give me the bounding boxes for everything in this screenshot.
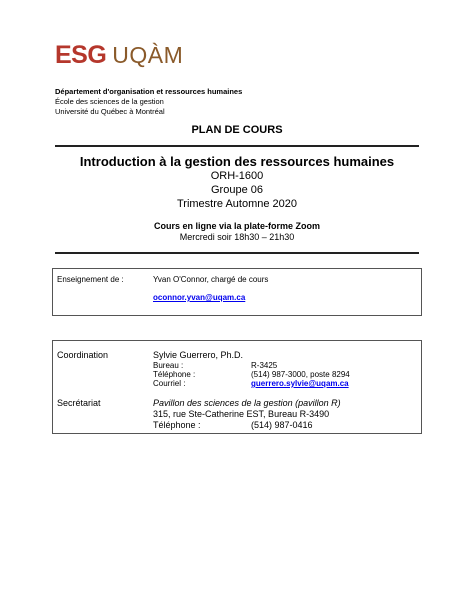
secretariat-phone-label: Téléphone : bbox=[153, 420, 201, 430]
coord-phone-label: Téléphone : bbox=[153, 370, 196, 379]
coordinator-name: Sylvie Guerrero, Ph.D. bbox=[153, 350, 244, 360]
department-name: Département d'organisation et ressources humaines bbox=[55, 87, 243, 96]
university-name: Université du Québec à Montréal bbox=[55, 107, 165, 116]
divider-top bbox=[55, 145, 419, 147]
secretariat-label: Secrétariat bbox=[57, 398, 101, 408]
office-label: Bureau : bbox=[153, 361, 184, 370]
coord-email-link[interactable]: guerrero.sylvie@uqam.ca bbox=[251, 379, 349, 388]
coord-email-label: Courriel : bbox=[153, 379, 186, 388]
course-code: ORH-1600 bbox=[210, 170, 264, 182]
logo-esg-text: ESG bbox=[55, 41, 107, 69]
teaching-label: Enseignement de : bbox=[57, 275, 124, 284]
divider-bottom bbox=[55, 252, 419, 254]
school-name: École des sciences de la gestion bbox=[55, 97, 164, 106]
teacher-email-link[interactable]: oconnor.yvan@uqam.ca bbox=[153, 293, 246, 302]
secretariat-building: Pavillon des sciences de la gestion (pavillon R) bbox=[153, 398, 341, 408]
coord-phone-value: (514) 987-3000, poste 8294 bbox=[251, 370, 350, 379]
course-title: Introduction à la gestion des ressources humaines bbox=[79, 154, 395, 169]
esg-uqam-logo bbox=[55, 40, 183, 68]
secretariat-address: 315, rue Ste-Catherine EST, Bureau R-3490 bbox=[153, 409, 330, 419]
department-block bbox=[55, 87, 242, 117]
logo-uqam-text: UQÀM bbox=[112, 42, 184, 68]
course-group: Groupe 06 bbox=[211, 184, 263, 196]
course-delivery: Cours en ligne via la plate-forme Zoom bbox=[153, 221, 321, 231]
secretariat-phone-value: (514) 987-0416 bbox=[251, 420, 313, 430]
coordination-label: Coordination bbox=[57, 350, 109, 360]
teacher-name: Yvan O'Connor, chargé de cours bbox=[153, 275, 269, 284]
office-value: R-3425 bbox=[251, 361, 278, 370]
course-schedule: Mercredi soir 18h30 – 21h30 bbox=[179, 232, 295, 242]
course-term: Trimestre Automne 2020 bbox=[176, 198, 298, 210]
plan-title: PLAN DE COURS bbox=[191, 124, 283, 136]
